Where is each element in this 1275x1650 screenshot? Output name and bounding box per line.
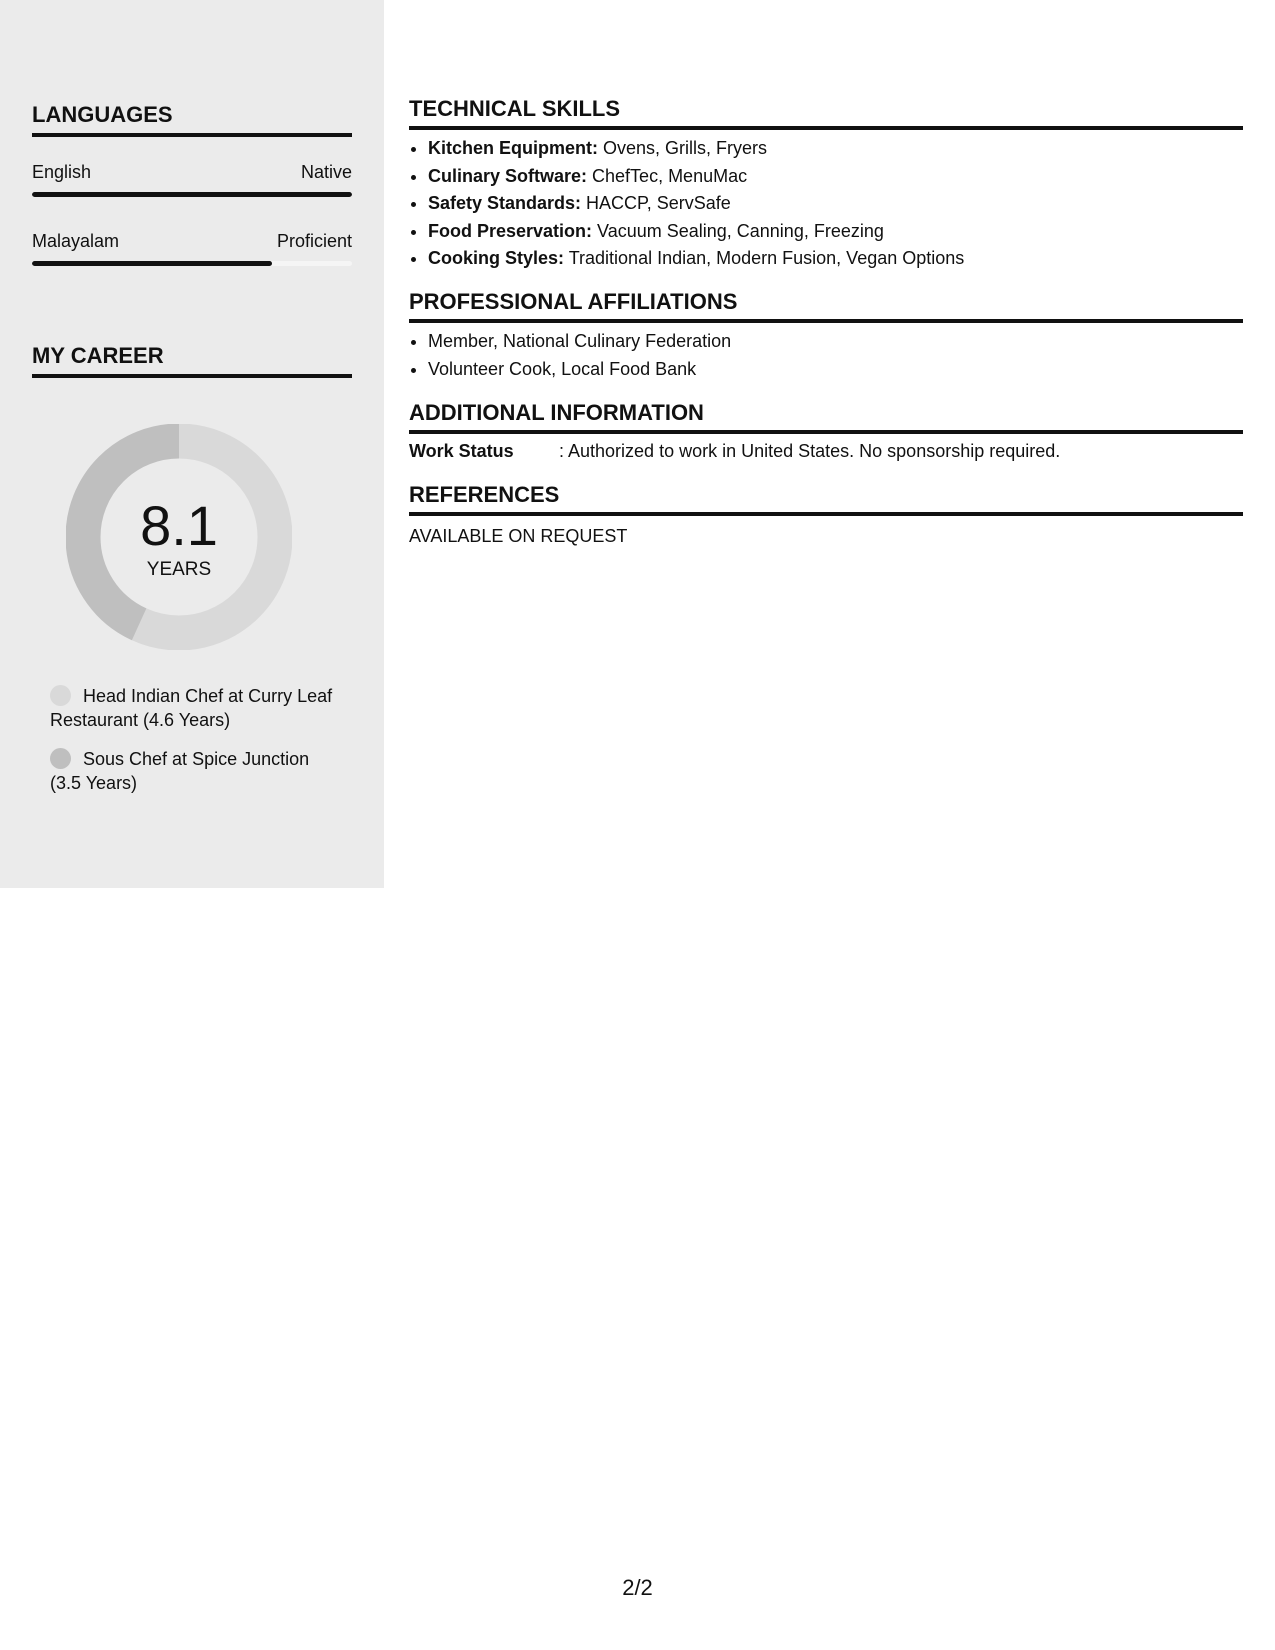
affiliations-heading: PROFESSIONAL AFFILIATIONS (409, 288, 1243, 323)
list-item (428, 245, 964, 273)
affiliations-list (409, 328, 731, 383)
work-status-label: Work Status (409, 441, 514, 461)
skill-value: Vacuum Sealing, Canning, Freezing (592, 220, 884, 241)
career-total-unit: YEARS (146, 559, 212, 580)
career-heading: MY CAREER (32, 342, 352, 378)
skill-key: Kitchen Equipment: (428, 138, 598, 158)
language-level: Native (300, 162, 352, 182)
technical-skills-list (409, 135, 964, 273)
skill-key: Cooking Styles: (428, 248, 565, 268)
career-entry (50, 747, 340, 795)
skill-key: Food Preservation: (428, 220, 593, 241)
sidebar (0, 0, 384, 888)
technical-skills-heading: TECHNICAL SKILLS (409, 95, 1243, 130)
skill-value: ChefTec, MenuMac (587, 165, 748, 186)
skill-key: Safety Standards: (428, 193, 582, 213)
language-level: Proficient (276, 231, 352, 251)
career-entry-label: Sous Chef at Spice Junction (3.5 Years) (50, 749, 310, 793)
language-row-english (32, 161, 352, 183)
legend-dot-icon (50, 685, 71, 706)
language-row-malayalam (32, 230, 352, 252)
legend-dot-icon (50, 748, 71, 769)
language-bar-english (32, 192, 352, 197)
references-text: AVAILABLE ON REQUEST (409, 526, 628, 546)
career-total-value: 8.1 (140, 494, 218, 557)
language-name: English (32, 162, 92, 182)
list-item (428, 135, 964, 163)
career-entry-label: Head Indian Chef at Curry Leaf Restaurant (4.6 Years) (50, 686, 333, 730)
list-item (428, 218, 964, 246)
career-entry (50, 684, 340, 732)
skill-key: Culinary Software: (428, 165, 588, 186)
skill-value: Traditional Indian, Modern Fusion, Vegan Options (564, 248, 965, 268)
list-item (428, 163, 964, 191)
additional-info-heading: ADDITIONAL INFORMATION (409, 399, 1243, 434)
references-heading: REFERENCES (409, 481, 1243, 516)
page-number: 2/2 (622, 1575, 653, 1600)
work-status-value: : Authorized to work in United States. No sponsorship required. (559, 441, 1061, 461)
language-bar-fill (32, 261, 272, 266)
language-bar-fill (32, 192, 352, 197)
skill-value: Ovens, Grills, Fryers (598, 138, 768, 158)
work-status-row (409, 439, 1243, 463)
languages-heading: LANGUAGES (32, 101, 352, 137)
skill-value: HACCP, ServSafe (581, 193, 731, 213)
list-item: • Member, National Culinary Federation (428, 328, 731, 356)
list-item (428, 190, 964, 218)
language-bar-malayalam (32, 261, 352, 266)
language-name: Malayalam (32, 231, 120, 251)
list-item: • Volunteer Cook, Local Food Bank (428, 356, 731, 384)
